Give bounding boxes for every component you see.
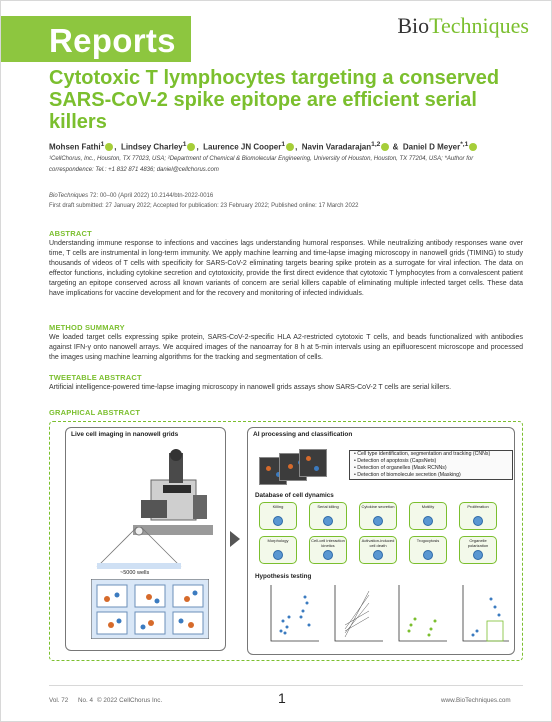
orcid-icon[interactable]: [105, 143, 113, 151]
author-name[interactable]: Laurence JN Cooper: [203, 142, 282, 152]
cell-icon: [273, 516, 283, 526]
author-name[interactable]: Lindsey Charley: [120, 142, 183, 152]
citation-journal: BioTechniques: [49, 193, 89, 199]
dynamics-label: Proliferation: [467, 504, 489, 509]
author-mark: 1: [281, 141, 286, 148]
abstract-heading: ABSTRACT: [49, 229, 92, 238]
citation-line: [49, 191, 519, 201]
ai-methods-list: [349, 450, 513, 480]
dynamics-label: Motility: [421, 504, 435, 509]
author-name[interactable]: Daniel D Meyer: [402, 142, 461, 152]
ai-method-item: • Cell type identification, segmentation and tracking (CNNs): [354, 451, 491, 457]
footer-issue: No. 4: [78, 697, 94, 704]
abstract-text: Understanding immune response to infections and vaccines lags understanding humoral responses. While neutralizing antibody responses wane over time, T cells are instrumental in long-term immunity. We apply machine learning and time-lapse imaging microscopy in nanowell grids (TIMING) to study thousands of videos of T cells with specificity for SARS-CoV-2 eliminating targets bearing spike protein as a surrogate for viral infection. The data on effector functions, including cytokine secretion and cytotoxicity, provide the first direct evidence that cytotoxic T lymphocytes from a convalescent patient targeting an epitope conserved across all known variants of concern are serial killers capable of eliminating multiple infected target cells. These data have implications for vaccine development and for the recovery and monitoring of infected individuals.: [49, 240, 523, 297]
footer-volume: Vol. 72: [49, 697, 69, 704]
article-title: Cytotoxic T lymphocytes targeting a conserved SARS-CoV-2 spike epitope are efficient serial killers: [49, 67, 500, 133]
author-mark: 1,2: [371, 141, 381, 148]
dynamics-label: Killing: [272, 504, 284, 509]
author-mark: 1: [182, 141, 187, 148]
footer-copyright: © 2022 CellChorus Inc.: [97, 697, 163, 704]
cell-dynamics-grid: [259, 502, 509, 566]
dynamics-card: [459, 536, 497, 564]
wells-count-label: ~5000 wells: [120, 570, 150, 576]
logo-prefix: Bio: [397, 13, 430, 38]
author-mark: *,1: [460, 141, 469, 148]
cell-icon: [373, 516, 383, 526]
dynamics-card: [409, 502, 447, 530]
dynamics-card: [259, 502, 297, 530]
author-list: Mohsen Fathi$^1$ , Lindsey Charley$^1$ , Laurence JN Cooper$^1$ , Navin Varadarajan$^{1,2}$ & Daniel D Meyer$^{*,1}$: [49, 141, 519, 152]
method-summary-text: We loaded target cells expressing spike protein, SARS-CoV-2-specific HLA A2-restricted cytotoxic T cells, and beads functionalized with antibodies against IFN-γ onto nanowell arrays. We acquired images of the nanoarray for 8 h at 5-min intervals using an epifluorescent microscope and processed the images using machine learning algorithms for the tracking and segmentation of cells.: [49, 334, 523, 361]
graphical-abstract-heading: GRAPHICAL ABSTRACT: [49, 408, 141, 417]
dynamics-label: Cytokine secretion: [361, 504, 395, 509]
cell-icon: [323, 516, 333, 526]
ai-method-item: • Detection of organelles (Mask RCNNs): [354, 465, 447, 471]
ai-method-item: • Detection of apoptosis (CapsNets): [354, 458, 437, 464]
affiliations: ¹CellChorus, Inc., Houston, TX 77023, USA; ²Department of Chemical & Biomolecular Engineering, University of Houston, Houston, TX 77204, USA; *Author for correspondence: Tel.: +1 832 871 4836; daniel@cellchorus.com: [49, 156, 474, 173]
dates-line: First draft submitted: 27 January 2022; Accepted for publication: 23 February 2022; Published online: 17 March 2022: [49, 203, 359, 209]
orcid-icon[interactable]: [381, 143, 389, 151]
dynamics-card: [259, 536, 297, 564]
hypothesis-title: Hypothesis testing: [255, 573, 312, 580]
dynamics-card: [459, 502, 497, 530]
logo-suffix: Techniques: [429, 13, 529, 38]
author-name[interactable]: Mohsen Fathi: [49, 142, 101, 152]
dynamics-card: [409, 536, 447, 564]
dynamics-label: Cell-cell interaction kinetics: [311, 538, 345, 548]
tweetable-heading: TWEETABLE ABSTRACT: [49, 373, 142, 382]
live-imaging-title: Live cell imaging in nanowell grids: [71, 431, 179, 438]
dynamics-card: [359, 502, 397, 530]
author-name[interactable]: Navin Varadarajan: [301, 142, 372, 152]
dynamics-label: Serial killing: [317, 504, 339, 509]
ai-method-item: • Detection of biomolecule secretion (Masking): [354, 472, 461, 478]
dynamics-card: [359, 536, 397, 564]
dynamics-label: Organelle polarization: [467, 538, 489, 548]
orcid-icon[interactable]: [286, 143, 294, 151]
cell-icon: [473, 550, 483, 560]
citation-text: 72: 00–00 (April 2022) 10.2144/btn-2022-0016: [88, 193, 214, 199]
flow-arrow-icon: [230, 531, 240, 547]
cell-icon: [273, 550, 283, 560]
cell-icon: [323, 550, 333, 560]
dynamics-label: Morphology: [267, 538, 289, 543]
section-tab: [1, 16, 191, 62]
method-summary-heading: METHOD SUMMARY: [49, 323, 125, 332]
article-metadata: [49, 191, 519, 211]
orcid-icon[interactable]: [187, 143, 195, 151]
cell-icon: [423, 550, 433, 560]
author-mark: 1: [100, 141, 105, 148]
cell-icon: [423, 516, 433, 526]
page-number: 1: [278, 690, 286, 706]
nanowell-grid-icon: [91, 579, 209, 639]
ai-processing-title: AI processing and classification: [253, 431, 353, 438]
orcid-icon[interactable]: [469, 143, 477, 151]
nanowell-zoom-icon: [89, 527, 189, 573]
dynamics-label: Trogocytosis: [416, 538, 440, 543]
journal-logo: [397, 13, 529, 39]
database-title: Database of cell dynamics: [255, 492, 334, 499]
footer-rule: [49, 685, 523, 686]
tweetable-text: Artificial intelligence-powered time-lapse imaging microscopy in nanowell grids assays show SARS-CoV-2 T cells are serial killers.: [49, 384, 452, 391]
image-frame: [299, 449, 327, 477]
footer-website-link[interactable]: www.BioTechniques.com: [441, 697, 511, 704]
hypothesis-plots-icon: [259, 581, 511, 649]
image-stack-icon: [259, 449, 339, 495]
dynamics-card: [309, 502, 347, 530]
cell-icon: [473, 516, 483, 526]
section-label: Reports: [49, 22, 176, 59]
dynamics-label: Activation-induced cell death: [361, 538, 395, 548]
cell-icon: [373, 550, 383, 560]
dynamics-card: [309, 536, 347, 564]
